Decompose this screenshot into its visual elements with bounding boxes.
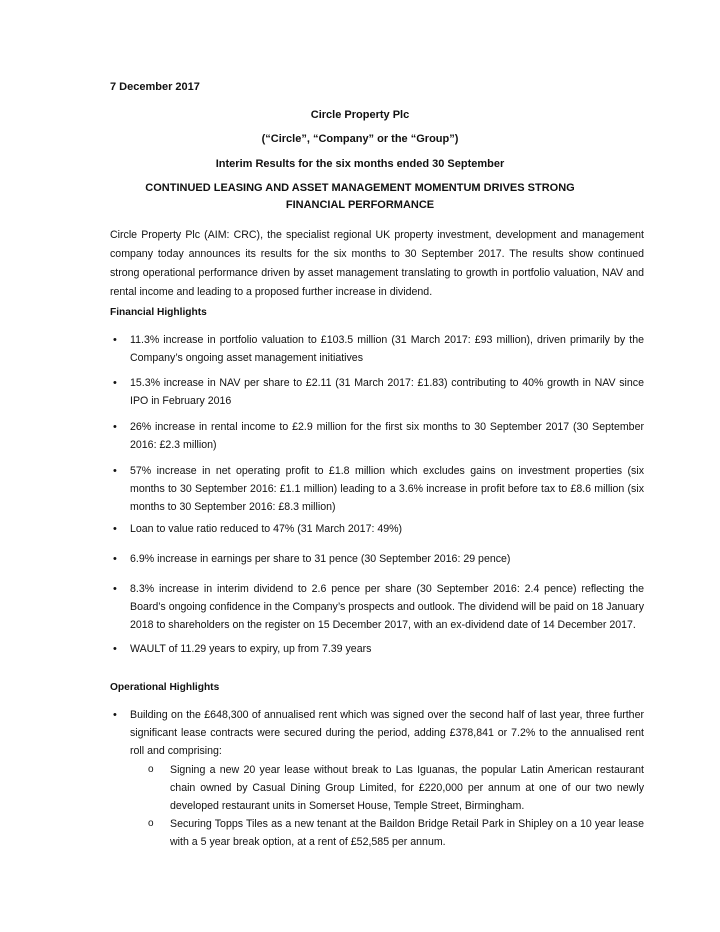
financial-bullet: • WAULT of 11.29 years to expiry, up from 7.39 years: [130, 640, 644, 658]
financial-bullet: • 11.3% increase in portfolio valuation to £103.5 million (31 March 2017: £93 million), driven primarily by the Company’s ongoing asset management initiatives: [130, 331, 644, 367]
results-title: Interim Results for the six months ended 30 September: [215, 158, 505, 170]
operational-highlights-heading: Operational Highlights: [110, 682, 220, 693]
release-date: 7 December 2017: [110, 81, 200, 93]
financial-bullet: • 6.9% increase in earnings per share to 31 pence (30 September 2016: 29 pence): [130, 550, 644, 568]
operational-bullet: • Building on the £648,300 of annualised rent which was signed over the second half of last year, three further significant lease contracts were secured during the period, adding £378,841 or 7.2% to the annualised rent roll and comprising:: [130, 706, 644, 760]
operational-sub-bullet: o Securing Topps Tiles as a new tenant at the Baildon Bridge Retail Park in Shipley on a 10 year lease with a 5 year break option, at a rent of £52,585 per annum.: [170, 815, 644, 851]
operational-sub-bullet: o Signing a new 20 year lease without break to Las Iguanas, the popular Latin American restaurant chain owned by Casual Dining Group Limited, for £220,000 per annum at one of our two newly developed restaurant units in Somerset House, Temple Street, Birmingham.: [170, 761, 644, 815]
financial-bullet: • 8.3% increase in interim dividend to 2.6 pence per share (30 September 2016: 2.4 pence) reflecting the Board’s ongoing confidence in the Company’s prospects and outlook. The dividend will be paid on 18 January 2018 to shareholders on the register on 15 December 2017, with an ex-dividend date of 14 December 2017.: [130, 580, 644, 634]
financial-bullet: • 57% increase in net operating profit to £1.8 million which excludes gains on investment properties (six months to 30 September 2016: £1.1 million) leading to a 3.6% increase in profit before tax to £8.6 million (six months to 30 September 2016: £8.3 million): [130, 462, 644, 516]
company-name: Circle Property Plc: [310, 109, 410, 121]
financial-bullet: • Loan to value ratio reduced to 47% (31 March 2017: 49%): [130, 520, 644, 538]
company-aliases: (“Circle”, “Company” or the “Group”): [261, 133, 459, 145]
financial-bullet: • 26% increase in rental income to £2.9 million for the first six months to 30 September 2017 (30 September 2016: £2.3 million): [130, 418, 644, 454]
financial-bullet: • 15.3% increase in NAV per share to £2.11 (31 March 2017: £1.83) contributing to 40% growth in NAV since IPO in February 2016: [130, 374, 644, 410]
headline: CONTINUED LEASING AND ASSET MANAGEMENT MOMENTUM DRIVES STRONG FINANCIAL PERFORMANCE: [145, 182, 575, 211]
financial-highlights-heading: Financial Highlights: [110, 307, 207, 318]
intro-paragraph: Circle Property Plc (AIM: CRC), the specialist regional UK property investment, development and management company today announces its results for the six months to 30 September 2017. The results show continued strong operational performance driven by asset management translating to growth in portfolio valuation, NAV and rental income and leading to a proposed further increase in dividend.: [110, 229, 644, 298]
